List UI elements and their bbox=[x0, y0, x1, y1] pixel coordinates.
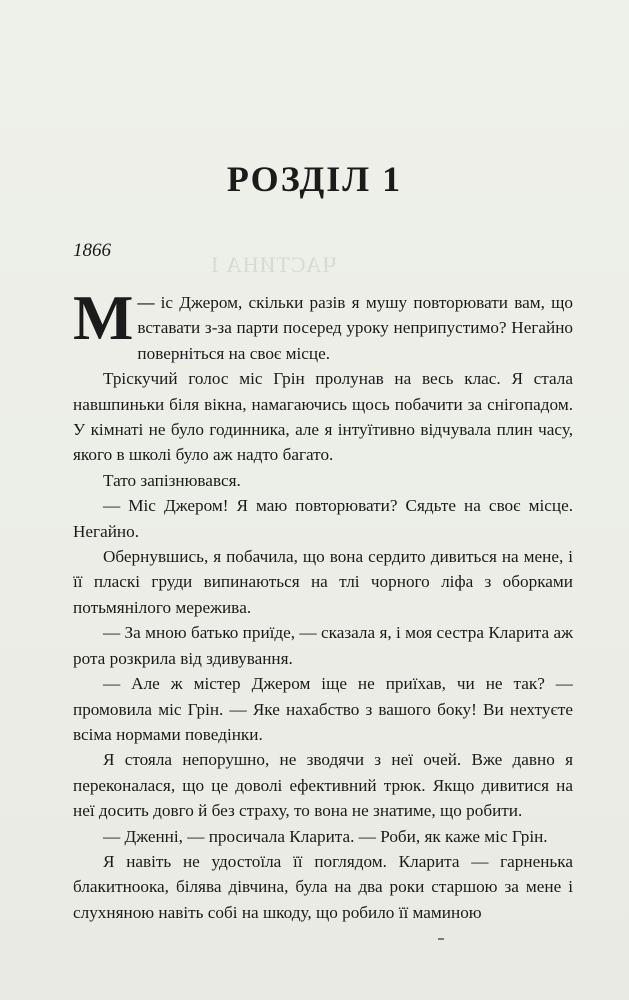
paragraph: Я стояла непорушно, не зводячи з неї очей. Вже давно я переконалася, що це доволі ефективний трюк. Якщо дивитися на неї досить довго й без страху, то вона не знатиме, що робити. bbox=[73, 750, 573, 821]
paragraph: — За мною батько приїде, — сказала я, і моя сестра Кларита аж рота розкрила від здивування. bbox=[73, 623, 573, 668]
paragraph: Тато запізнювався. bbox=[103, 470, 241, 490]
print-mark bbox=[438, 938, 444, 940]
bleed-through-ornament bbox=[400, 0, 629, 260]
paragraph-first-text: іс Джером, скільки разів я мушу повторювати вам, що вставати з-за парти посеред уроку неприпустимо? Негайно поверніться на своє місце. bbox=[137, 293, 573, 363]
paragraph-first bbox=[73, 282, 573, 366]
paragraph: Тріскучий голос міс Грін пролунав на весь клас. Я стала навшпиньки біля вікна, намагаючись щось побачити за снігопадом. У кімнаті не було годинника, але я інтуїтивно відчувала плин часу, якого в школі було аж надто багато. bbox=[73, 369, 573, 465]
paragraph: Я навіть не удостоїла її поглядом. Кларита — гарненька блакитноока, білява дівчина, була на два роки старшою за мене і слухняною навіть собі на шкоду, що робило її маминою bbox=[73, 851, 573, 922]
drop-cap: М bbox=[73, 282, 134, 353]
body-text bbox=[73, 282, 573, 925]
paragraph: — Міс Джером! Я маю повторювати? Сядьте на своє місце. Негайно. bbox=[73, 496, 573, 541]
opening-dash: — bbox=[137, 293, 155, 312]
chapter-year: 1866 bbox=[73, 240, 111, 261]
paragraph: Обернувшись, я побачила, що вона сердито дивиться на мене, і її пласкі груди випинаються на тлі чорного ліфа з оборками потьмянілого мереживa. bbox=[73, 547, 573, 617]
paragraph: — Дженні, — просичала Кларита. — Роби, як каже міс Грін. bbox=[103, 826, 548, 846]
paragraph: — Але ж містер Джером іще не приїхав, чи не так? — промовила міс Грін. — Яке нахабство з вашого боку! Ви нехтуєте всіма нормами поведінки. bbox=[73, 674, 573, 744]
bleed-through-text: ЧАСТИНА І bbox=[210, 252, 337, 277]
chapter-title: РОЗДІЛ 1 bbox=[226, 159, 403, 199]
